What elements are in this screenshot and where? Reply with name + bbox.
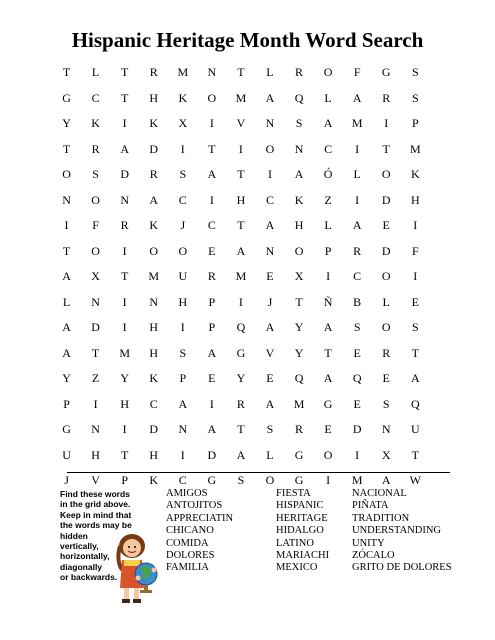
grid-letter: S: [92, 167, 99, 182]
grid-letter: I: [64, 218, 69, 233]
grid-letter: A: [323, 371, 333, 386]
grid-letter: I: [355, 141, 360, 156]
grid-letter: E: [411, 294, 419, 309]
grid-letter: I: [93, 396, 98, 411]
search-word: PIÑATA: [352, 500, 389, 512]
grid-letter: C: [149, 396, 158, 411]
grid-letter: N: [265, 116, 275, 131]
search-word: AMIGOS: [166, 488, 208, 499]
grid-letter: D: [381, 243, 391, 258]
grid-letter: I: [326, 473, 331, 488]
grid-letter: E: [208, 243, 216, 258]
grid-letter: I: [122, 116, 127, 131]
grid-letter: Z: [91, 371, 100, 386]
grid-letter: S: [266, 422, 274, 437]
word-list: [166, 488, 472, 575]
grid-letter: S: [179, 345, 187, 360]
grid-letter: T: [120, 65, 129, 80]
grid-letter: H: [236, 192, 246, 207]
grid-letter: T: [62, 141, 71, 156]
grid-letter: D: [381, 192, 391, 207]
grid-letter: A: [236, 243, 246, 258]
grid-letter: O: [62, 167, 71, 182]
grid-letter: C: [324, 141, 333, 156]
grid-row: [52, 417, 459, 443]
instructions-line: diagonally: [60, 561, 103, 572]
grid-letter: I: [413, 269, 418, 284]
grid-row: [52, 111, 459, 137]
grid-letter: I: [209, 116, 214, 131]
grid-letter: A: [352, 218, 362, 233]
grid-letter: K: [91, 116, 100, 131]
grid-letter: K: [149, 116, 159, 131]
grid-letter: Q: [294, 90, 304, 105]
grid-letter: N: [91, 422, 100, 437]
grid-letter: L: [266, 447, 274, 462]
grid-letter: A: [323, 320, 333, 335]
grid-letter: P: [179, 371, 187, 386]
grid-letter: F: [353, 65, 361, 80]
grid-letter: N: [178, 422, 188, 437]
grid-letter: K: [149, 473, 159, 488]
search-word: COMIDA: [166, 537, 209, 549]
grid-letter: S: [411, 65, 419, 80]
grid-letter: H: [120, 396, 129, 411]
search-word: UNITY: [352, 537, 385, 549]
grid-letter: N: [265, 243, 275, 258]
search-word: GRITO DE DOLORES: [352, 562, 452, 574]
grid-letter: T: [120, 447, 129, 462]
grid-letter: J: [267, 294, 273, 309]
grid-letter: O: [207, 90, 217, 105]
grid-letter: I: [209, 396, 214, 411]
grid-letter: P: [63, 396, 70, 411]
grid-letter: X: [381, 447, 391, 462]
grid-letter: I: [238, 141, 243, 156]
grid-letter: E: [266, 269, 274, 284]
search-word: TRADITION: [352, 512, 410, 524]
grid-letter: T: [237, 218, 245, 233]
grid-row: [52, 86, 459, 112]
grid-letter: A: [236, 447, 246, 462]
grid-letter: W: [409, 473, 421, 488]
grid-letter: G: [207, 473, 217, 488]
grid-letter: E: [208, 371, 216, 386]
grid-letter: Y: [294, 345, 304, 360]
grid-letter: L: [91, 65, 100, 80]
search-word: FAMILIA: [166, 562, 209, 574]
grid-letter: T: [324, 345, 332, 360]
grid-row: [52, 162, 459, 188]
grid-letter: O: [323, 447, 333, 462]
word-column: [352, 488, 472, 575]
grid-letter: K: [149, 371, 159, 386]
grid-letter: I: [180, 141, 185, 156]
grid-letter: H: [178, 294, 188, 309]
search-word: APPRECIATIN: [166, 512, 234, 524]
grid-letter: J: [180, 218, 186, 233]
grid-letter: V: [91, 473, 100, 488]
search-word: ANTOJITOS: [166, 500, 223, 512]
grid-letter: A: [352, 90, 362, 105]
grid-letter: T: [237, 167, 245, 182]
grid-row: [52, 341, 459, 367]
grid-letter: R: [149, 167, 158, 182]
grid-letter: H: [91, 447, 100, 462]
grid-letter: F: [411, 243, 419, 258]
search-word: HIDALGO: [276, 525, 324, 537]
grid-letter: A: [265, 320, 275, 335]
grid-letter: E: [382, 218, 390, 233]
grid-letter: M: [409, 141, 421, 156]
word-column: [276, 488, 352, 575]
grid-letter: Y: [62, 116, 71, 131]
grid-letter: T: [237, 422, 245, 437]
grid-letter: U: [62, 447, 71, 462]
grid-letter: O: [381, 167, 391, 182]
grid-letter: R: [382, 90, 391, 105]
grid-row: [52, 60, 459, 86]
grid-letter: A: [207, 422, 217, 437]
grid-letter: S: [411, 320, 419, 335]
grid-letter: N: [207, 65, 217, 80]
grid-letter: B: [353, 294, 362, 309]
grid-letter: Y: [294, 320, 304, 335]
grid-letter: R: [295, 65, 304, 80]
grid-letter: T: [62, 65, 71, 80]
grid-letter: A: [207, 167, 217, 182]
grid-letter: D: [149, 422, 159, 437]
grid-letter: I: [267, 167, 272, 182]
grid-letter: D: [207, 447, 217, 462]
grid-letter: E: [353, 396, 361, 411]
grid-letter: F: [92, 218, 99, 233]
grid-row: [52, 290, 459, 316]
child-with-globe-icon: [114, 530, 162, 604]
grid-letter: C: [353, 269, 362, 284]
grid-letter: O: [91, 243, 100, 258]
grid-letter: N: [91, 294, 100, 309]
grid-letter: E: [382, 371, 390, 386]
grid-letter: A: [265, 396, 275, 411]
grid-letter: R: [91, 141, 100, 156]
grid-letter: A: [62, 269, 71, 284]
grid-letter: S: [353, 320, 361, 335]
grid-letter: I: [209, 192, 214, 207]
grid-letter: C: [265, 192, 274, 207]
grid-row: [52, 443, 459, 469]
instructions-line: Keep in mind that: [60, 509, 132, 520]
grid-letter: L: [62, 294, 71, 309]
grid-letter: V: [265, 345, 275, 360]
grid-letter: R: [382, 345, 391, 360]
grid-letter: N: [294, 141, 304, 156]
search-word: NACIONAL: [352, 488, 407, 499]
grid-letter: O: [381, 269, 391, 284]
grid-letter: S: [411, 90, 419, 105]
grid-letter: H: [149, 345, 159, 360]
grid-letter: D: [352, 422, 362, 437]
grid-letter: R: [236, 396, 245, 411]
grid-letter: O: [265, 141, 275, 156]
grid-letter: A: [294, 167, 304, 182]
grid-letter: A: [149, 192, 159, 207]
grid-row: [52, 315, 459, 341]
word-column: [166, 488, 276, 575]
grid-letter: T: [62, 243, 71, 258]
grid-letter: A: [178, 396, 188, 411]
grid-row: [52, 137, 459, 163]
grid-letter: J: [64, 473, 69, 488]
grid-letter: Q: [352, 371, 362, 386]
grid-letter: I: [180, 320, 185, 335]
instructions-line: in the grid above.: [60, 499, 131, 510]
grid-letter: I: [122, 422, 127, 437]
search-word: ZÓCALO: [352, 550, 395, 562]
instructions-line: Find these words: [60, 489, 130, 499]
grid-letter: T: [411, 447, 419, 462]
grid-letter: T: [411, 345, 419, 360]
grid-letter: N: [149, 294, 159, 309]
grid-letter: U: [410, 422, 420, 437]
grid-letter: Q: [294, 371, 304, 386]
grid-letter: L: [353, 167, 361, 182]
grid-letter: H: [149, 320, 159, 335]
grid-letter: G: [236, 345, 246, 360]
grid-letter: A: [62, 345, 71, 360]
grid-letter: C: [207, 218, 216, 233]
grid-letter: M: [235, 269, 247, 284]
grid-row: [52, 188, 459, 214]
grid-row: [52, 213, 459, 239]
search-word: MARIACHI: [276, 550, 330, 562]
grid-letter: R: [120, 218, 129, 233]
grid-letter: A: [62, 320, 71, 335]
grid-letter: Z: [324, 192, 332, 207]
grid-letter: A: [207, 345, 217, 360]
grid-letter: A: [265, 218, 275, 233]
grid-letter: P: [121, 473, 128, 488]
grid-letter: I: [122, 294, 127, 309]
grid-row: [52, 264, 459, 290]
grid-letter: P: [208, 320, 216, 335]
grid-letter: Q: [236, 320, 246, 335]
grid-letter: I: [180, 447, 185, 462]
grid-letter: I: [384, 116, 389, 131]
grid-letter: M: [293, 396, 305, 411]
grid-letter: L: [266, 65, 274, 80]
grid-letter: K: [410, 167, 420, 182]
grid-letter: I: [355, 447, 360, 462]
grid-row: [52, 392, 459, 418]
grid-letter: Ñ: [323, 294, 333, 309]
search-word: HISPANIC: [276, 500, 324, 512]
grid-letter: H: [149, 447, 159, 462]
grid-letter: I: [326, 269, 331, 284]
search-word: LATINO: [276, 537, 314, 549]
grid-letter: V: [236, 116, 246, 131]
grid-letter: S: [179, 167, 187, 182]
grid-letter: P: [208, 294, 216, 309]
grid-letter: Y: [236, 371, 246, 386]
grid-letter: E: [266, 371, 274, 386]
grid-letter: S: [295, 116, 303, 131]
grid-letter: D: [149, 141, 159, 156]
grid-letter: I: [122, 243, 127, 258]
divider-line: [67, 472, 450, 473]
grid-letter: G: [294, 473, 304, 488]
grid-letter: R: [207, 269, 216, 284]
grid-letter: G: [62, 90, 71, 105]
letter-grid: [52, 60, 459, 494]
grid-letter: X: [178, 116, 188, 131]
grid-letter: T: [295, 294, 303, 309]
search-word: CHICANO: [166, 525, 214, 537]
grid-row: [52, 239, 459, 265]
instructions-line: the words may be: [60, 520, 132, 531]
instructions-line: vertically,: [60, 541, 99, 552]
grid-letter: I: [122, 320, 127, 335]
grid-letter: Q: [410, 396, 420, 411]
grid-letter: L: [324, 90, 332, 105]
grid-letter: T: [120, 90, 129, 105]
grid-letter: Y: [120, 371, 129, 386]
grid-letter: Y: [62, 371, 71, 386]
grid-letter: N: [62, 192, 71, 207]
grid-letter: M: [148, 269, 160, 284]
grid-letter: G: [62, 422, 71, 437]
grid-letter: T: [120, 269, 129, 284]
page-title: Hispanic Heritage Month Word Search: [71, 28, 424, 52]
grid-letter: C: [178, 192, 187, 207]
instructions-line: horizontally,: [60, 551, 110, 562]
grid-letter: I: [355, 192, 360, 207]
grid-letter: L: [382, 294, 390, 309]
grid-letter: K: [294, 192, 304, 207]
grid-letter: O: [323, 65, 333, 80]
grid-letter: C: [91, 90, 100, 105]
grid-letter: X: [294, 269, 304, 284]
instructions-line: hidden: [60, 530, 88, 541]
grid-letter: O: [381, 320, 391, 335]
grid-letter: M: [351, 116, 363, 131]
grid-letter: U: [178, 269, 188, 284]
grid-letter: O: [294, 243, 304, 258]
grid-letter: O: [149, 243, 159, 258]
grid-letter: A: [381, 473, 391, 488]
grid-letter: T: [208, 141, 216, 156]
grid-letter: R: [353, 243, 362, 258]
grid-letter: M: [119, 345, 130, 360]
grid-letter: A: [410, 371, 420, 386]
grid-letter: R: [149, 65, 158, 80]
grid-letter: T: [237, 65, 245, 80]
grid-letter: G: [294, 447, 304, 462]
search-word: FIESTA: [276, 488, 311, 499]
grid-letter: M: [235, 90, 247, 105]
grid-letter: S: [237, 473, 245, 488]
grid-letter: X: [91, 269, 100, 284]
grid-letter: C: [178, 473, 187, 488]
grid-letter: O: [91, 192, 100, 207]
grid-letter: D: [120, 167, 129, 182]
instructions-line: or backwards.: [60, 572, 118, 583]
grid-letter: N: [381, 422, 391, 437]
search-word: MEXICO: [276, 562, 318, 574]
grid-letter: E: [324, 422, 332, 437]
grid-letter: M: [177, 65, 189, 80]
search-word: UNDERSTANDING: [352, 525, 441, 537]
grid-letter: A: [265, 90, 275, 105]
grid-letter: H: [149, 90, 159, 105]
grid-letter: T: [91, 345, 100, 360]
grid-letter: A: [120, 141, 129, 156]
grid-letter: I: [238, 294, 243, 309]
grid-letter: K: [149, 218, 159, 233]
grid-letter: O: [265, 473, 275, 488]
grid-letter: P: [411, 116, 419, 131]
grid-letter: D: [91, 320, 100, 335]
grid-letter: G: [323, 396, 333, 411]
search-word: DOLORES: [166, 550, 215, 562]
grid-letter: H: [410, 192, 420, 207]
grid-letter: Ó: [323, 167, 333, 182]
grid-letter: L: [324, 218, 332, 233]
grid-letter: T: [382, 141, 390, 156]
grid-row: [52, 366, 459, 392]
grid-letter: S: [382, 396, 390, 411]
grid-letter: O: [178, 243, 188, 258]
search-word: HERITAGE: [276, 512, 328, 524]
grid-letter: K: [178, 90, 188, 105]
grid-letter: N: [120, 192, 129, 207]
grid-letter: M: [351, 473, 363, 488]
grid-letter: G: [381, 65, 391, 80]
grid-letter: P: [324, 243, 332, 258]
grid-letter: H: [294, 218, 304, 233]
grid-letter: E: [353, 345, 361, 360]
grid-letter: I: [413, 218, 418, 233]
grid-letter: R: [295, 422, 304, 437]
grid-letter: A: [323, 116, 333, 131]
